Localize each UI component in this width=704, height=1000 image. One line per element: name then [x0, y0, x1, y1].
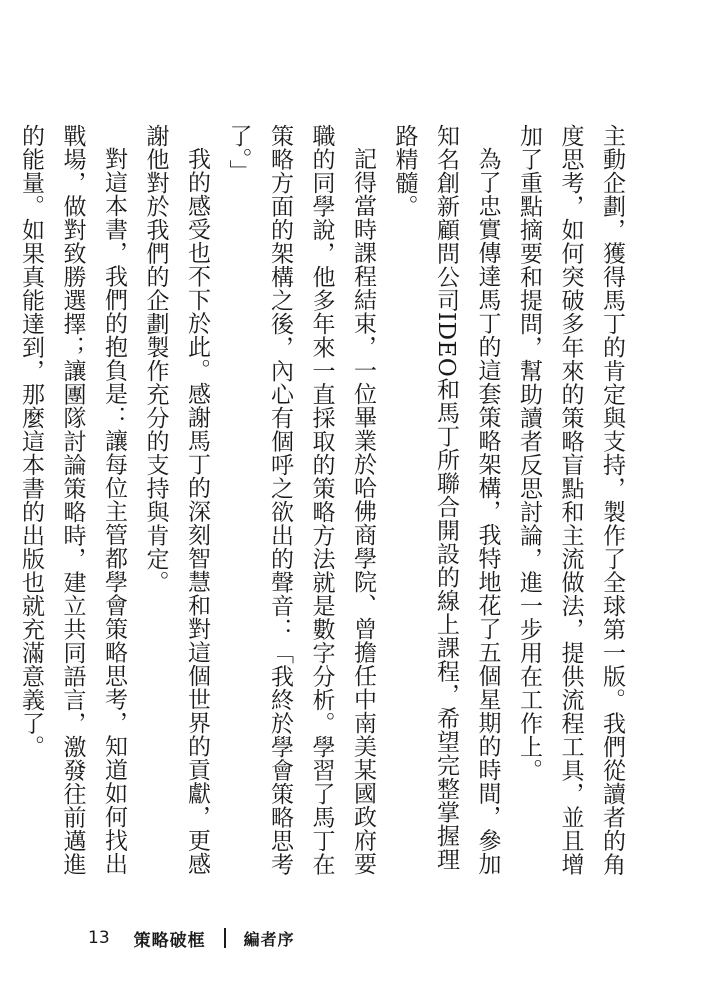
page-footer: [88, 924, 295, 952]
paragraph: 為了忠實傳達馬丁的這套策略架構，我特地花了五個星期的時間，參加知名創新顧問公司IDEO和馬丁所聯合開設的線上課程，希望完整掌握理路精髓。: [391, 124, 501, 876]
paragraph: 記得當時課程結束，一位畢業於哈佛商學院、曾擔任中南美某國政府要職的同學說，他多年來一直採取的策略方法就是數字分析。學習了馬丁在策略方面的架構之後，內心有個呼之欲出的聲音：「我終於學會策略思考了。」: [225, 124, 376, 876]
paragraph-continued: 主動企劃，獲得馬丁的肯定與支持，製作了全球第一版。我們從讀者的角度思考，如何突破多年來的策略盲點和主流做法，提供流程工具，並且增加了重點摘要和提問，幫助讀者反思討論，進一步用在工作上。: [516, 124, 625, 876]
running-book-title: 策略破框: [133, 930, 206, 951]
body-text: [10, 124, 633, 884]
footer-divider: [224, 928, 226, 948]
page-number: 13: [88, 928, 110, 948]
paragraph: 我的感受也不下於此。感謝馬丁的深刻智慧和對這個世界的貢獻，更感謝他對於我們的企劃製作充分的支持與肯定。: [142, 124, 210, 876]
paragraph: 對這本書，我們的抱負是：讓每位主管都學會策略思考，知道如何找出戰場，做對致勝選擇；讓團隊討論策略時，建立共同語言，激發往前邁進的能量。如果真能達到，那麼這本書的出版也就充滿意義了。: [18, 124, 127, 876]
running-section-title: 編者序: [243, 929, 295, 949]
